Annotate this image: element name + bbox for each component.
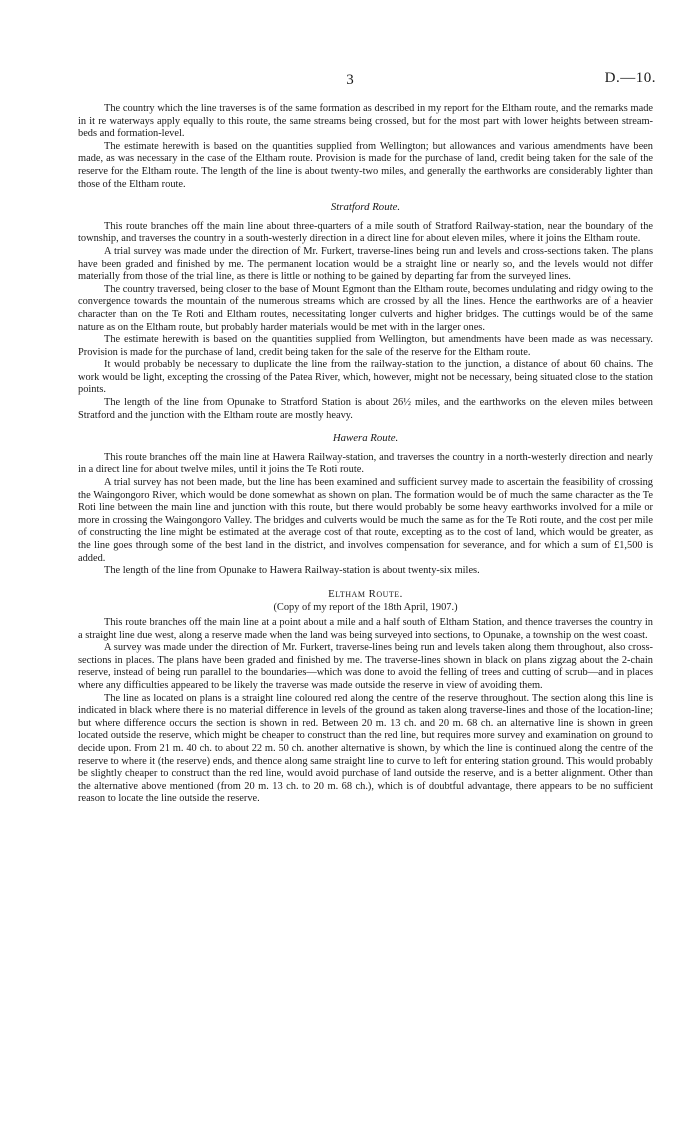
document-body [78, 103, 653, 806]
document-reference: D.—10. [604, 70, 656, 86]
paragraph: A survey was made under the direction of Mr. Furkert, traverse-lines being run and levels taken along them throughout, also cross-sections in places. The plans have been graded and finished by me. The traverse-lines shown in black on plans zigzag about the 2-chain reserve, instead of being run parallel to the boundaries—which was done to avoid the felling of trees and cutting of scrub—and in places where any difficulties appeared to be likely the traverse was made outside the reserve in view of avoiding them. [78, 642, 653, 691]
paragraph: This route branches off the main line about three-quarters of a mile south of Stratford Railway-station, near the boundary of the township, and traverses the country in a south-westerly direction in a direct line for about eleven miles, where it joins the Eltham route. [78, 220, 653, 245]
section-heading-hawera: Hawera Route. [332, 432, 399, 445]
paragraph: The country traversed, being closer to the base of Mount Egmont than the Eltham route, becomes undulating and ridgy owing to the convergence towards the mountain of the numerous streams which are crossed by all the lines. Hence the earthworks are of a heavier character than on the Te Roti and Eltham routes, necessitating longer culverts and higher bridges. The cuttings would be of the same nature as on the Eltham route, but probably harder materials would be met with in the larger ones. [78, 283, 653, 333]
paragraph: The length of the line from Opunake to Stratford Station is about 26½ miles, and the earthworks on the eleven miles between Stratford and the junction with the Eltham route are mostly heavy. [78, 397, 653, 421]
paragraph: The line as located on plans is a straight line coloured red along the centre of the reserve throughout. The section along this line is indicated in black where there is no material difference in levels of the ground as taken along traverse-lines and those of the location-line; but where difference occurs the section is shown in red. Between 20 m. 13 ch. and 20 m. 68 ch. an alternative line is shown in green located outside the reserve, which might be cheaper to construct than the red line, but requires more survey and examination on ground to decide upon. From 21 m. 40 ch. to about 22 m. 50 ch. another alternative is shown, by which the line is continued along the centre of the reserve to where it (the reserve) ends, and thence along same straight line to curve to left for entering station ground. This would probably be slightly cheaper to construct than the red line, would avoid purchase of land outside the reserve, and is a better alignment. Other than the alternative above mentioned (from 20 m. 13 ch. to 20 m. 68 ch.), which is of doubtful advantage, there appears to be no sufficient reason to locate the line outside the reserve. [78, 692, 653, 805]
paragraph: A trial survey has not been made, but the line has been examined and sufficient survey made to ascertain the feasibility of crossing the Waingongoro River, which would be done somewhat as shown on plan. The formation would be of much the same character as the Te Roti line between the main line and junction with this route, but there would probably be some heavy earthworks involved for a mile or more in crossing the Waingongoro Valley. The bridges and culverts would be much the same as for the Te Roti route, and the cost per mile of constructing the line might be estimated at the average cost of that route, excepting as to the cost of land, which would be greater, as the line goes through some of the best land in the district, and involves compensation for severance, and for which a sum of £1,500 is added. [78, 477, 653, 564]
page-number: 3 [346, 72, 354, 88]
section-heading-stratford: Stratford Route. [330, 201, 401, 214]
paragraph: The length of the line from Opunake to Hawera Railway-station is about twenty-six miles. [104, 565, 480, 577]
section-heading-eltham: Eltham Route. [328, 587, 403, 600]
paragraph: The country which the line traverses is of the same formation as described in my report for the Eltham route, and the remarks made in it re waterways apply equally to this route, the same streams being crossed, but for the most part with lower heights between stream-beds and formation-level. [78, 103, 653, 140]
paragraph: A trial survey was made under the direction of Mr. Furkert, traverse-lines being run and levels and cross-sections taken. The plans have been graded and finished by me. The permanent location would be a straight line or nearly so, and the levels would not differ materially from those of the trial line, as there is little or nothing to be gained by departing far from the surveyed lines. [78, 245, 653, 283]
paragraph: The estimate herewith is based on the quantities supplied from Wellington; but allowances and various amendments have been made, as was necessary in the case of the Eltham route. Provision is made for the purchase of land, credit being taken for the sale of the reserve for the Eltham route. The length of the line is about twenty-two miles, and generally the earthworks are considerably lighter than those of the Eltham route. [78, 140, 653, 190]
paragraph: The estimate herewith is based on the quantities supplied from Wellington, but amendments have been made as was necessary. Provision is made for the purchase of land, credit being taken for the sale of the reserve for the Eltham route. [78, 334, 653, 358]
paragraph: It would probably be necessary to duplicate the line from the railway-station to the junction, a distance of about 60 chains. The work would be light, excepting the crossing of the Patea River, which, however, might not be necessary, being situated close to the station points. [78, 359, 653, 396]
paragraph: This route branches off the main line at a point about a mile and a half south of Eltham Station, and thence traverses the country in a straight line due west, along a reserve made when the land was being surveyed into sections, to Opunake, a township on the west coast. [78, 616, 653, 641]
paragraph: This route branches off the main line at Hawera Railway-station, and traverses the country in a north-westerly direction and nearly in a direct line for about twelve miles, until it joins the Te Roti route. [78, 451, 653, 476]
section-subheading: (Copy of my report of the 18th April, 1907.) [273, 602, 458, 614]
